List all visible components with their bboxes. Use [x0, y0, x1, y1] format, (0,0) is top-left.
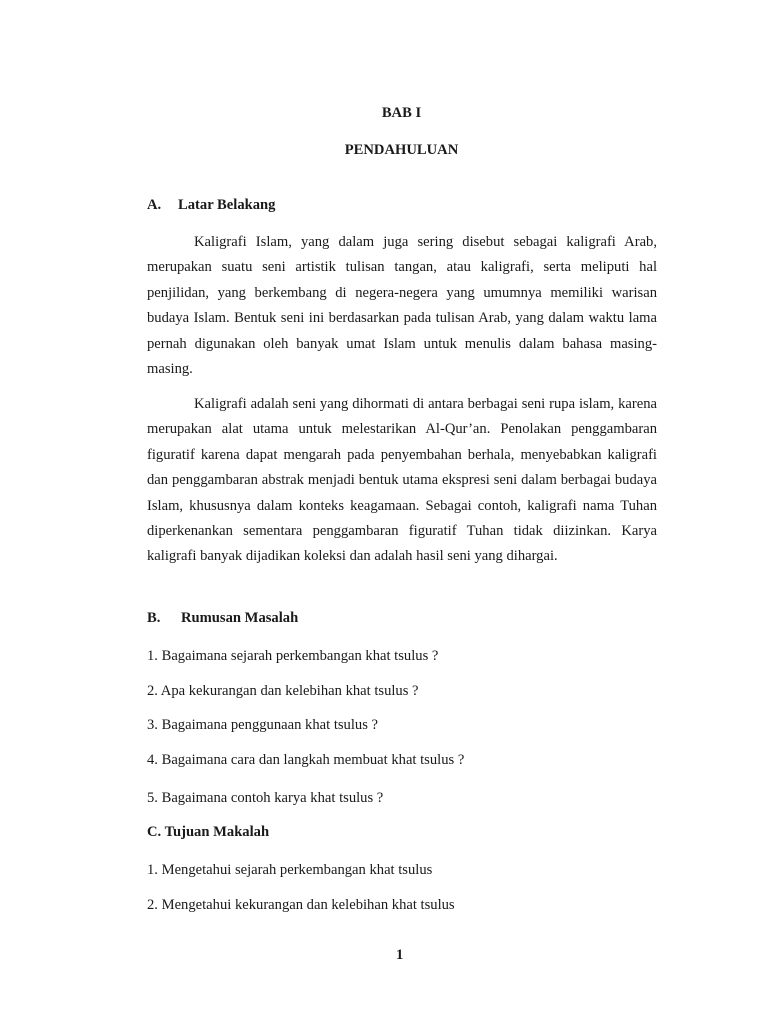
- section-a-title: Latar Belakang: [178, 197, 276, 213]
- chapter-number: BAB I: [381, 105, 422, 121]
- paragraph-1-text: Kaligrafi Islam, yang dalam juga sering disebut sebagai kaligrafi Arab, merupakan suatu seni artistik tulisan tangan, atau kaligrafi, serta meliputi hal penjilidan, yang berkembang di negera-negera yang umumnya memiliki warisan budaya Islam. Bentuk seni ini berdasarkan pada tulisan Arab, yang dalam waktu lama pernah digunakan oleh banyak umat Islam untuk menulis dalam bahasa masing-masing.: [147, 234, 657, 378]
- rumusan-item-5: 5. Bagaimana contoh karya khat tsulus ?: [147, 790, 384, 806]
- paragraph-1: [147, 230, 657, 382]
- section-c-title: C. Tujuan Makalah: [147, 824, 270, 840]
- section-b-letter: B.: [147, 610, 161, 626]
- chapter-title: PENDAHULUAN: [344, 142, 459, 158]
- paragraph-2-text: Kaligrafi adalah seni yang dihormati di antara berbagai seni rupa islam, karena merupakan alat utama untuk melestarikan Al-Qur’an. Penolakan penggambaran figuratif karena dapat mengarah pada penyembahan berhala, menyebabkan kaligrafi dan penggambaran abstrak menjadi bentuk utama ekspresi seni dalam berbagai budaya Islam, khususnya dalam konteks keagamaan. Sebagai contoh, kaligrafi nama Tuhan diperkenankan sementara penggambaran figuratif Tuhan tidak diizinkan. Karya kaligrafi banyak dijadikan koleksi dan adalah hasil seni yang dihargai.: [147, 396, 657, 565]
- rumusan-item-3: 3. Bagaimana penggunaan khat tsulus ?: [147, 717, 379, 733]
- rumusan-item-4: 4. Bagaimana cara dan langkah membuat khat tsulus ?: [147, 752, 465, 768]
- rumusan-item-1: 1. Bagaimana sejarah perkembangan khat tsulus ?: [147, 648, 439, 664]
- page-number: 1: [396, 947, 404, 963]
- paragraph-2: [147, 392, 657, 570]
- tujuan-item-2: 2. Mengetahui kekurangan dan kelebihan khat tsulus: [147, 897, 455, 913]
- rumusan-item-2: 2. Apa kekurangan dan kelebihan khat tsulus ?: [147, 683, 419, 699]
- section-a-letter: A.: [147, 197, 162, 213]
- tujuan-item-1: 1. Mengetahui sejarah perkembangan khat tsulus: [147, 862, 433, 878]
- section-b-title: Rumusan Masalah: [181, 610, 299, 626]
